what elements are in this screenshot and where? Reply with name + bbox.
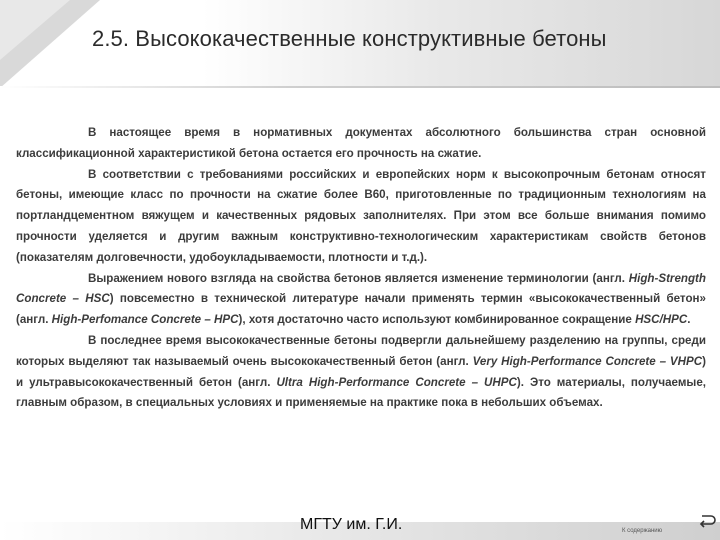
toc-link[interactable]: К содержанию — [622, 528, 663, 534]
term-italic: High-Perfomance Concrete – HPC — [51, 313, 239, 327]
term-italic: Ultra High-Performance Concrete – UHPC — [276, 375, 517, 389]
term-italic: Very High-Performance Concrete – VHPC — [472, 354, 703, 368]
corner-decoration-inner — [0, 0, 70, 60]
text-run: Выражением нового взгляда на свойства бетонов является изменение терминологии (англ. — [88, 271, 629, 285]
paragraph — [16, 331, 706, 414]
return-arrow-icon[interactable] — [698, 513, 716, 531]
paragraph — [16, 165, 706, 269]
text-run: В соответствии с требованиями российских и европейских норм к высокопрочным бетонам относят бетоны, имеющие класс по прочности на сжатие более В60, приготовленные по традиционным технологиям на портландцементном вяжущем и качественных рядовых заполнителях. При этом все больше внимания помимо прочности уделяется и другим важным конструктивно-технологическим характеристикам свойств бетонов (показателям долговечности, удобоукладываемости, плотности и т.д.). — [16, 167, 706, 264]
term-italic: High-Strength Concrete – HSC — [16, 271, 706, 306]
footer-organization: МГТУ им. Г.И. — [300, 516, 403, 533]
paragraph — [16, 123, 706, 165]
text-run: В последнее время высококачественные бетоны подвергли дальнейшему разделению на группы, среди которых выделяют так называемый очень высококачественный бетон (англ. — [16, 333, 706, 368]
header-divider — [0, 86, 720, 88]
body-text — [16, 123, 706, 414]
header-band — [0, 0, 720, 88]
slide-title: 2.5. Высококачественные конструктивные бетоны — [92, 26, 607, 51]
text-run: . — [687, 313, 691, 327]
term-italic: HSC/HPC — [635, 313, 688, 327]
paragraph — [16, 269, 706, 331]
text-run: ), хотя достаточно часто используют комбинированное сокращение — [238, 313, 636, 327]
text-run: ) и ультравысококачественный бетон (англ. — [16, 354, 706, 389]
text-run: ). Это материалы, получаемые, главным образом, в специальных условиях и применяемые на практике пока в небольших объемах. — [16, 375, 706, 410]
text-run: ) повсеместно в технической литературе начали применять термин «высококачественный бетон» (англ. — [16, 292, 706, 327]
text-run: В настоящее время в нормативных документах абсолютного большинства стран основной классификационной характеристикой бетона остается его прочность на сжатие. — [16, 126, 706, 160]
